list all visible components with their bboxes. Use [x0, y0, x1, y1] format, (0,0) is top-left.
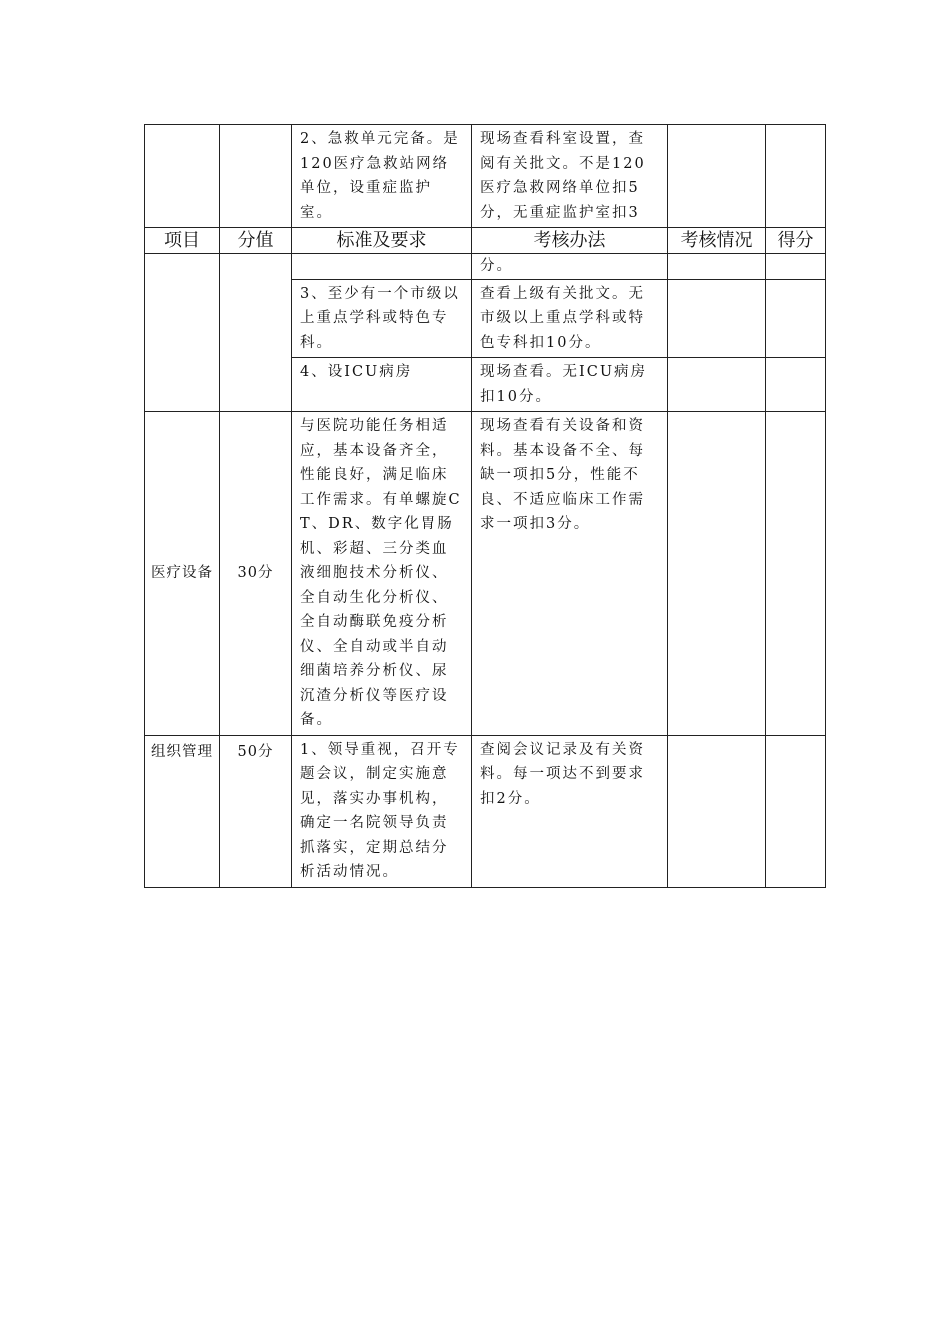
header-score: 分值	[220, 228, 292, 254]
status-cell	[668, 254, 766, 280]
status-cell	[668, 735, 766, 887]
points-cell	[766, 125, 826, 228]
score-cell	[220, 735, 292, 887]
method-text: 查看上级有关批文。无市级以上重点学科或特色专科扣10分。	[480, 285, 645, 351]
header-item: 项目	[145, 228, 220, 254]
standard-cell	[292, 735, 472, 887]
method-cell	[472, 279, 668, 358]
item-cell	[145, 735, 220, 887]
table-header-row	[145, 228, 826, 254]
points-cell	[766, 358, 826, 412]
standard-cell	[292, 358, 472, 412]
header-points: 得分	[766, 228, 826, 254]
header-method: 考核办法	[472, 228, 668, 254]
item-cell	[145, 254, 220, 412]
standard-cell	[292, 412, 472, 736]
table-row	[145, 125, 826, 228]
method-text: 现场查看。无ICU病房扣10分。	[480, 364, 648, 405]
standard-text: 1、领导重视，召开专题会议，制定实施意见，落实办事机构，确定一名院领导负责抓落实，定期总结分析活动情况。	[300, 741, 460, 880]
method-text: 现场查看科室设置，查阅有关批文。不是120医疗急救网络单位扣5分，无重症监护室扣3	[480, 131, 646, 221]
standard-text: 2、急救单元完备。是120医疗急救站网络单位，设重症监护室。	[300, 131, 460, 221]
points-cell	[766, 279, 826, 358]
method-cell	[472, 735, 668, 887]
score-text: 50分	[237, 743, 274, 760]
table-row	[145, 735, 826, 887]
table-row	[145, 254, 826, 280]
method-text: 分。	[480, 258, 513, 274]
status-cell	[668, 358, 766, 412]
score-cell	[220, 412, 292, 736]
status-cell	[668, 125, 766, 228]
header-status: 考核情况	[668, 228, 766, 254]
standard-text: 4、设ICU病房	[300, 364, 413, 380]
standard-text: 与医院功能任务相适应，基本设备齐全，性能良好，满足临床工作需求。有单螺旋CT、DR、数字化胃肠机、彩超、三分类血液细胞技术分析仪、全自动生化分析仪、全自动酶联免疫分析仪、全自动或半自动细菌培养分析仪、尿沉渣分析仪等医疗设备。	[300, 418, 462, 728]
status-cell	[668, 412, 766, 736]
method-cell	[472, 412, 668, 736]
score-cell	[220, 125, 292, 228]
status-cell	[668, 279, 766, 358]
evaluation-table	[144, 124, 826, 888]
score-cell	[220, 254, 292, 412]
header-standard: 标准及要求	[292, 228, 472, 254]
method-text: 现场查看有关设备和资料。基本设备不全、每缺一项扣5分，性能不良、不适应临床工作需求一项扣3分。	[480, 418, 645, 532]
table-row	[145, 412, 826, 736]
item-cell	[145, 125, 220, 228]
method-text: 查阅会议记录及有关资料。每一项达不到要求扣2分。	[480, 741, 645, 807]
item-text: 组织管理	[151, 743, 213, 760]
item-text: 医疗设备	[151, 565, 213, 581]
standard-cell	[292, 279, 472, 358]
score-text: 30分	[237, 565, 274, 581]
points-cell	[766, 735, 826, 887]
standard-text: 3、至少有一个市级以上重点学科或特色专科。	[300, 285, 460, 351]
method-cell	[472, 125, 668, 228]
standard-cell	[292, 254, 472, 280]
standard-cell	[292, 125, 472, 228]
method-cell	[472, 358, 668, 412]
item-cell	[145, 412, 220, 736]
method-cell	[472, 254, 668, 280]
points-cell	[766, 412, 826, 736]
points-cell	[766, 254, 826, 280]
